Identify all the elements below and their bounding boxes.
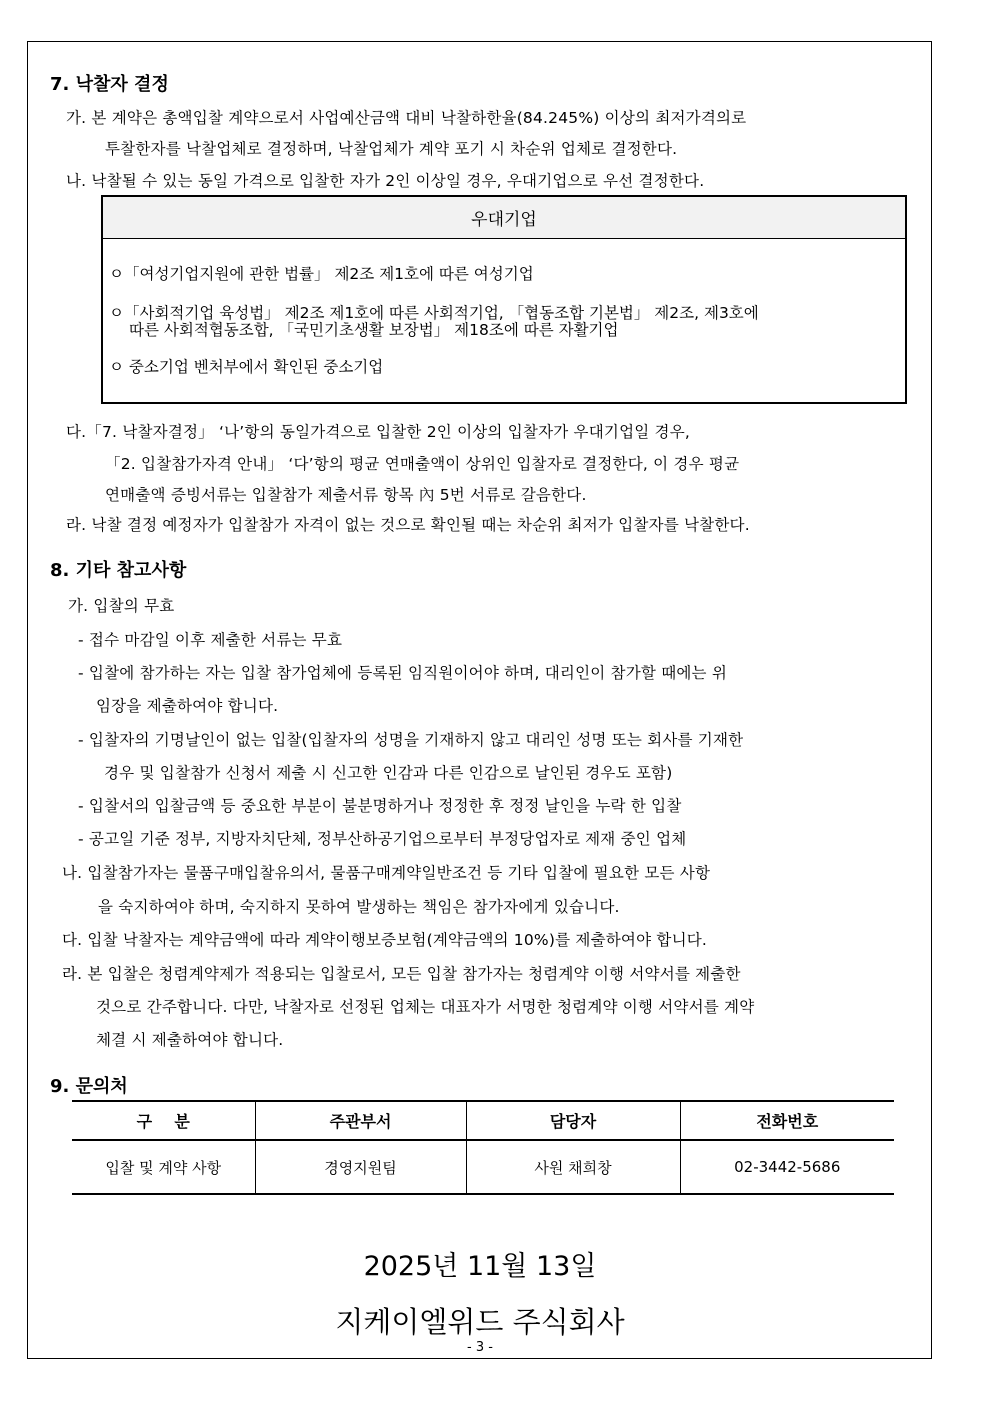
sec8-ra-line3: 체결 시 제출하여야 합니다.: [96, 1031, 284, 1049]
cell-department: 경영지원팀: [255, 1140, 466, 1194]
sec8-da: 다. 입찰 낙찰자는 계약금액에 따라 계약이행보증보험(계약금액의 10%)를 제출하여야 합니다.: [62, 931, 708, 949]
sec7-da-line1: 다.「7. 낙찰자결정」 ‘나’항의 동일가격으로 입찰한 2인 이상의 입찰자가 우대기업일 경우,: [66, 423, 691, 441]
page-number: - 3 -: [467, 1340, 493, 1355]
cell-phone: 02-3442-5686: [680, 1140, 894, 1194]
sec8-dash-2-line1: - 입찰에 참가하는 자는 입찰 참가업체에 등록된 임직원이어야 하며, 대리인이 참가할 때에는 위: [78, 664, 728, 682]
contact-table-header: [72, 1101, 894, 1140]
sec8-na-line1: 나. 입찰참가자는 물품구매입찰유의서, 물품구매계약일반조건 등 기타 입찰에 필요한 모든 사항: [62, 864, 711, 882]
company-name: 지케이엘위드 주식회사: [335, 1305, 625, 1339]
section-7-title: 7. 낙찰자 결정: [50, 74, 169, 95]
header-department: 주관부서: [255, 1101, 466, 1140]
header-person: 담당자: [466, 1101, 680, 1140]
sec8-dash-1: - 접수 마감일 이후 제출한 서류는 무효: [78, 631, 343, 649]
document-date: 2025년 11월 13일: [363, 1251, 597, 1282]
preferred-item-3: ㅇ 중소기업 벤처부에서 확인된 중소기업: [109, 358, 384, 376]
sec7-ga-line1: 가. 본 계약은 총액입찰 계약으로서 사업예산금액 대비 낙찰하한율(84.245%) 이상의 최저가격의로: [66, 109, 747, 127]
preferred-company-box: [101, 195, 907, 404]
preferred-item-2-line1: ㅇ「사회적기업 육성법」 제2조 제1호에 따른 사회적기업, 「협동조합 기본법」 제2조, 제3호에: [109, 304, 759, 322]
section-9-title: 9. 문의처: [50, 1076, 128, 1097]
sec7-na: 나. 낙찰될 수 있는 동일 가격으로 입찰한 자가 2인 이상일 경우, 우대기업으로 우선 결정한다.: [66, 172, 705, 190]
sec8-dash-3-line2: 경우 및 입찰참가 신청서 제출 시 신고한 인감과 다른 인감으로 날인된 경우도 포함): [104, 764, 673, 782]
cell-person: 사원 채희창: [466, 1140, 680, 1194]
header-category: 구 분: [72, 1101, 255, 1140]
table-row: [72, 1140, 894, 1194]
contact-table: [72, 1100, 894, 1195]
sec7-ra: 라. 낙찰 결정 예정자가 입찰참가 자격이 없는 것으로 확인될 때는 차순위 최저가 입찰자를 낙찰한다.: [66, 516, 750, 534]
section-8-title: 8. 기타 참고사항: [50, 560, 187, 581]
preferred-item-1: ㅇ「여성기업지원에 관한 법률」 제2조 제1호에 따른 여성기업: [109, 265, 534, 283]
cell-category: 입찰 및 계약 사항: [72, 1140, 255, 1194]
preferred-company-box-title: 우대기업: [103, 197, 905, 239]
header-phone: 전화번호: [680, 1101, 894, 1140]
sec8-ga: 가. 입찰의 무효: [68, 597, 175, 615]
sec7-da-line3: 연매출액 증빙서류는 입찰참가 제출서류 항목 內 5번 서류로 갈음한다.: [105, 486, 587, 504]
sec8-ra-line2: 것으로 간주합니다. 다만, 낙찰자로 선정된 업체는 대표자가 서명한 청렴계약 이행 서약서를 계약: [96, 998, 755, 1016]
sec8-dash-3-line1: - 입찰자의 기명날인이 없는 입찰(입찰자의 성명을 기재하지 않고 대리인 성명 또는 회사를 기재한: [78, 731, 744, 749]
sec8-na-line2: 을 숙지하여야 하며, 숙지하지 못하여 발생하는 책임은 참가자에게 있습니다.: [98, 898, 620, 916]
sec8-dash-5: - 공고일 기준 정부, 지방자치단체, 정부산하공기업으로부터 부정당업자로 제재 중인 업체: [78, 830, 687, 848]
sec8-ra-line1: 라. 본 입찰은 청렴계약제가 적용되는 입찰로서, 모든 입찰 참가자는 청렴계약 이행 서약서를 제출한: [62, 965, 741, 983]
sec8-dash-4: - 입찰서의 입찰금액 등 중요한 부분이 불분명하거나 정정한 후 정정 날인을 누락 한 입찰: [78, 797, 682, 815]
preferred-item-2-line2: 따른 사회적협동조합, 「국민기초생활 보장법」 제18조에 따른 자활기업: [129, 321, 619, 339]
sec8-dash-2-line2: 임장을 제출하여야 합니다.: [96, 697, 279, 715]
sec7-da-line2: 「2. 입찰참가자격 안내」 ‘다’항의 평균 연매출액이 상위인 입찰자로 결정한다, 이 경우 평균: [105, 455, 740, 473]
sec7-ga-line2: 투찰한자를 낙찰업체로 결정하며, 낙찰업체가 계약 포기 시 차순위 업체로 결정한다.: [105, 140, 678, 158]
